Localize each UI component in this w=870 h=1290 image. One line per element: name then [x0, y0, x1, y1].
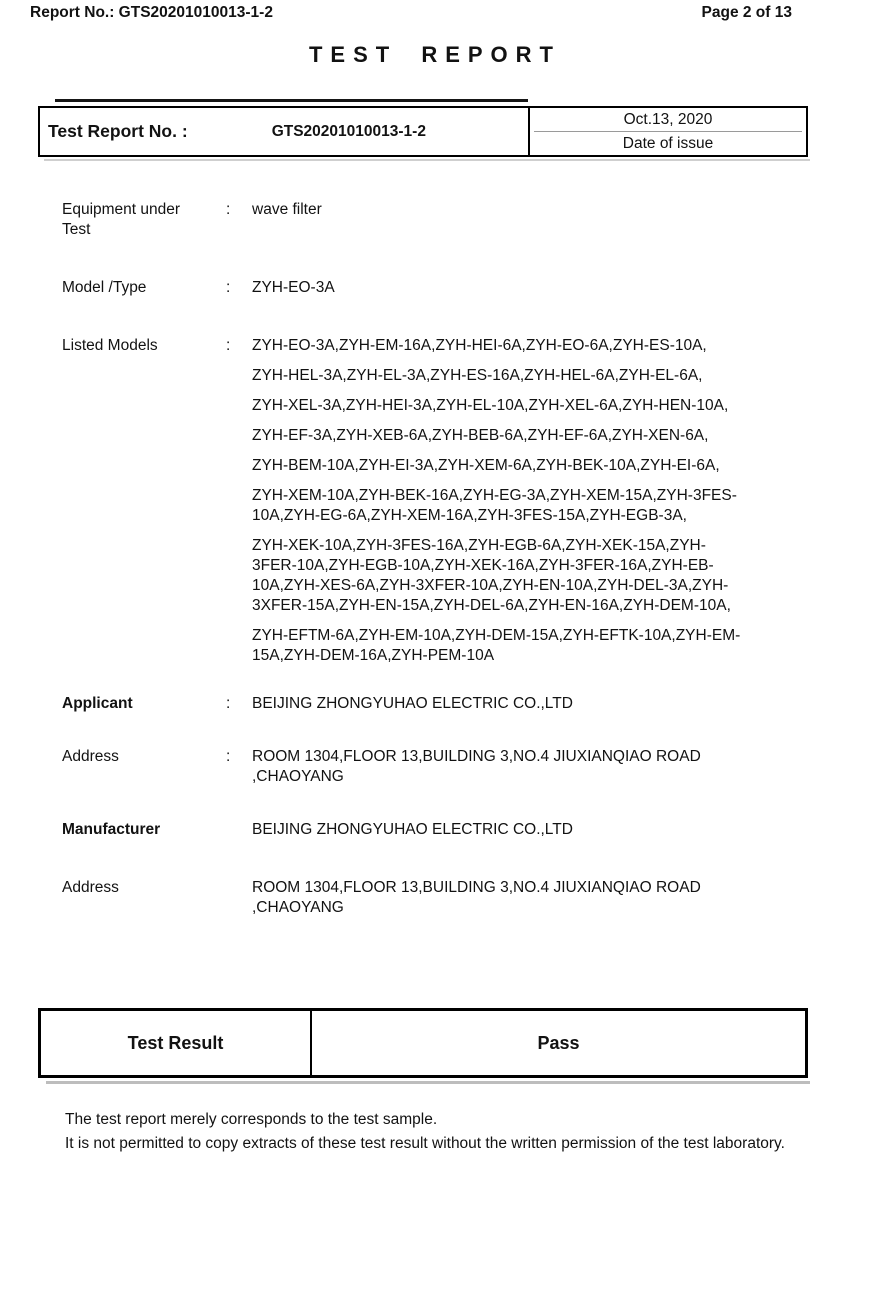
field-value: wave filter: [252, 201, 322, 218]
field-label: Listed Models: [62, 337, 158, 354]
report-number-cell: [40, 108, 528, 155]
listed-models-paragraph: ZYH-EO-3A,ZYH-EM-16A,ZYH-HEI-6A,ZYH-EO-6A,ZYH-ES-10A,: [252, 337, 707, 354]
field-value: BEIJING ZHONGYUHAO ELECTRIC CO.,LTD: [252, 821, 573, 838]
test-result-table: [38, 1008, 808, 1078]
field-value: ROOM 1304,FLOOR 13,BUILDING 3,NO.4 JIUXIANQIAO ROAD ,CHAOYANG: [252, 748, 701, 785]
field-model-type: [62, 278, 808, 298]
listed-models-paragraph: ZYH-EFTM-6A,ZYH-EM-10A,ZYH-DEM-15A,ZYH-EFTK-10A,ZYH-EM-15A,ZYH-DEM-16A,ZYH-PEM-10A: [252, 627, 741, 664]
field-manufacturer-address: [62, 878, 808, 918]
scan-shadow-line: [46, 1081, 810, 1084]
field-colon: :: [226, 201, 231, 218]
disclaimer-line-1: The test report merely corresponds to the test sample.: [65, 1111, 438, 1128]
header-report-no: Report No.: GTS20201010013-1-2: [30, 4, 273, 21]
field-label: Applicant: [62, 695, 133, 712]
report-number-table: [38, 106, 808, 157]
header-page-number: Page 2 of 13: [701, 4, 792, 21]
page-title: TEST REPORT: [308, 42, 561, 67]
field-equipment-under-test: [62, 200, 808, 240]
footer-disclaimer: [65, 1108, 830, 1156]
field-colon: :: [226, 337, 231, 354]
listed-models-paragraph: ZYH-XEM-10A,ZYH-BEK-16A,ZYH-EG-3A,ZYH-XEM-15A,ZYH-3FES-10A,ZYH-EG-6A,ZYH-XEM-16A,ZYH-3FES-15A,ZYH-EGB-3A,: [252, 487, 737, 524]
test-result-value: Pass: [537, 1032, 580, 1053]
scan-shadow-line: [44, 159, 810, 161]
field-colon: [226, 820, 252, 840]
report-number-value: GTS20201010013-1-2: [271, 122, 426, 140]
issue-date-caption: Date of issue: [622, 134, 714, 152]
field-manufacturer: [62, 820, 808, 840]
field-colon: [226, 878, 252, 918]
field-colon: :: [226, 279, 231, 296]
listed-models-paragraph: ZYH-HEL-3A,ZYH-EL-3A,ZYH-ES-16A,ZYH-HEL-6A,ZYH-EL-6A,: [252, 367, 703, 384]
listed-models-paragraph: ZYH-BEM-10A,ZYH-EI-3A,ZYH-XEM-6A,ZYH-BEK-10A,ZYH-EI-6A,: [252, 457, 720, 474]
date-of-issue-cell: [528, 108, 806, 155]
field-colon: :: [226, 695, 231, 712]
report-number-label: Test Report No. :: [48, 121, 188, 141]
field-applicant: [62, 694, 808, 714]
page-header: [30, 3, 792, 23]
issue-date-value: Oct.13, 2020: [534, 108, 802, 132]
field-applicant-address: [62, 747, 808, 787]
listed-models-paragraph: ZYH-XEL-3A,ZYH-HEI-3A,ZYH-EL-10A,ZYH-XEL-6A,ZYH-HEN-10A,: [252, 397, 729, 414]
field-label: Model /Type: [62, 279, 147, 296]
listed-models-paragraph: ZYH-EF-3A,ZYH-XEB-6A,ZYH-BEB-6A,ZYH-EF-6A,ZYH-XEN-6A,: [252, 427, 709, 444]
test-result-label: Test Result: [41, 1011, 312, 1075]
field-value-listed-models: [252, 336, 745, 666]
field-label: Address: [62, 748, 119, 765]
field-label: Address: [62, 879, 119, 896]
disclaimer-line-2: It is not permitted to copy extracts of these test result without the written permission of the test laboratory.: [65, 1135, 785, 1152]
listed-models-paragraph: ZYH-XEK-10A,ZYH-3FES-16A,ZYH-EGB-6A,ZYH-XEK-15A,ZYH-3FER-10A,ZYH-EGB-10A,ZYH-XEK-16A,ZYH-3FER-16A,ZYH-EB-10A,ZYH-XES-6A,ZYH-3XFER-10A,ZYH-EN-10A,ZYH-DEL-3A,ZYH-3XFER-15A,ZYH-EN-15A,ZYH-DEL-6A,ZYH-EN-16A,ZYH-DEM-10A,: [252, 537, 731, 614]
field-value: ZYH-EO-3A: [252, 279, 335, 296]
field-listed-models: [62, 336, 808, 666]
field-value: ROOM 1304,FLOOR 13,BUILDING 3,NO.4 JIUXIANQIAO ROAD ,CHAOYANG: [252, 879, 701, 916]
scan-artifact-line: [55, 99, 528, 102]
field-colon: :: [226, 748, 231, 765]
field-label: Manufacturer: [62, 821, 161, 838]
field-label: Equipment under Test: [62, 201, 181, 238]
field-value: BEIJING ZHONGYUHAO ELECTRIC CO.,LTD: [252, 695, 573, 712]
